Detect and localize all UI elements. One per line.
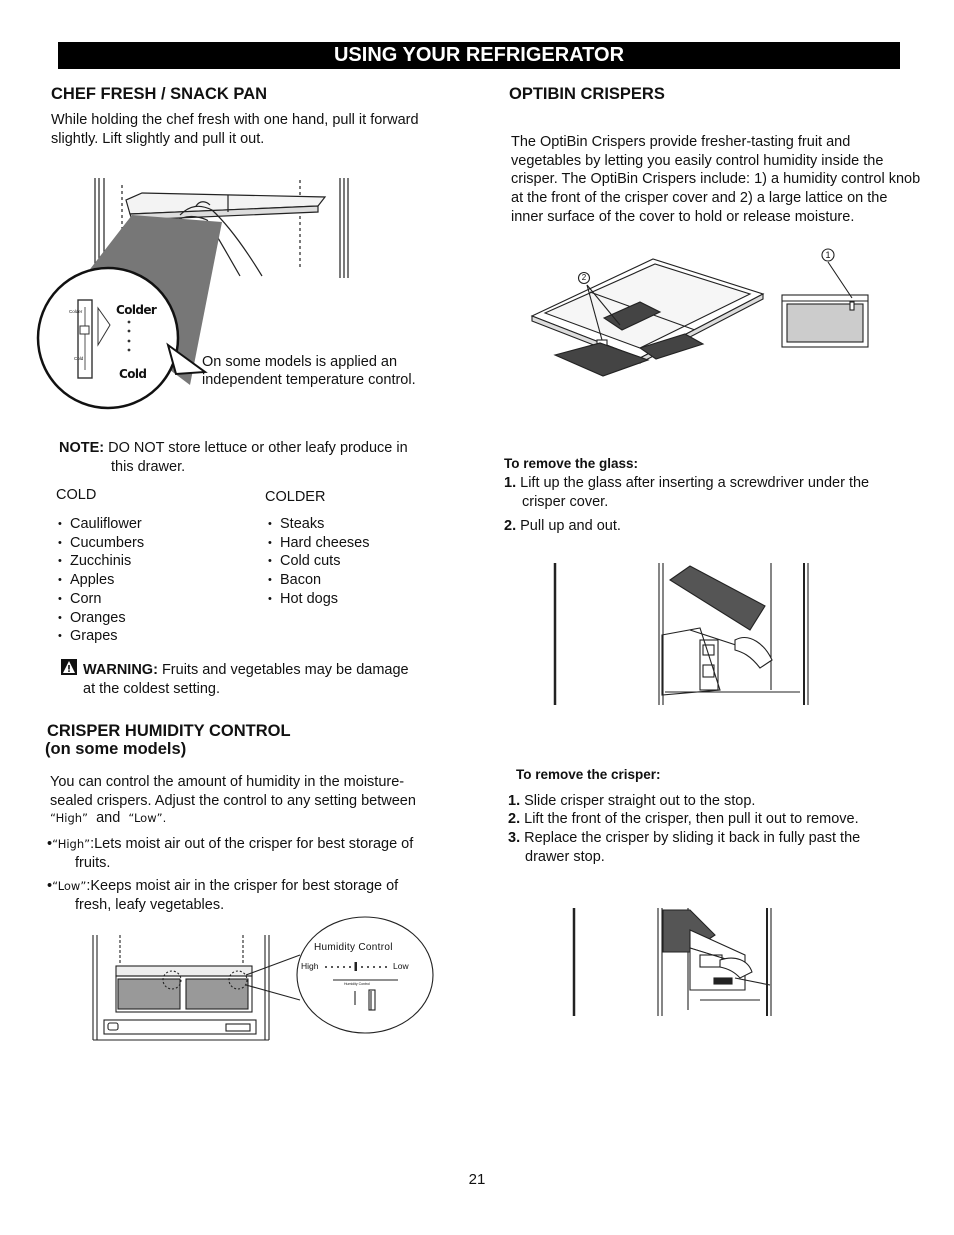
step-text: Pull up and out. bbox=[520, 518, 621, 534]
high-setting-item: •“High”:Lets moist air out of the crisper for best storage of fruits. bbox=[47, 835, 467, 872]
list-item: • Corn bbox=[56, 590, 144, 609]
humidity-body-line-2: sealed crispers. Adjust the control to any setting between bbox=[50, 792, 416, 809]
step-number: 2. bbox=[508, 811, 521, 827]
high-description-cont: fruits. bbox=[75, 854, 111, 871]
remove-glass-heading: To remove the glass: bbox=[504, 456, 639, 471]
and-word: and bbox=[96, 810, 121, 827]
dial-small-colder-label: Colder bbox=[69, 309, 83, 314]
humidity-dial-small-title: Humidity Control bbox=[344, 982, 370, 986]
high-word: High bbox=[55, 811, 83, 826]
list-item: • Cucumbers bbox=[56, 534, 144, 553]
dial-cold-label: Cold bbox=[119, 367, 147, 381]
page-title-banner: USING YOUR REFRIGERATOR bbox=[58, 42, 900, 69]
optibin-heading: OPTIBIN CRISPERS bbox=[509, 85, 665, 103]
list-item: • Hot dogs bbox=[266, 590, 369, 609]
callout-2: 2 bbox=[581, 273, 587, 282]
list-item: • Cold cuts bbox=[266, 552, 369, 571]
low-description: :Keeps moist air in the crisper for best storage of bbox=[86, 878, 399, 894]
list-item: • Apples bbox=[56, 571, 144, 590]
humidity-dial-low: Low bbox=[393, 961, 409, 971]
note-line-1: DO NOT store lettuce or other leafy produce in bbox=[108, 440, 408, 456]
low-word: Low bbox=[133, 811, 157, 826]
list-item: • Zucchinis bbox=[56, 552, 144, 571]
warning-label: WARNING: bbox=[83, 662, 158, 678]
dial-colder-label: Colder bbox=[116, 303, 157, 317]
low-word: Low bbox=[57, 879, 81, 893]
warning-line-2: at the coldest setting. bbox=[83, 680, 221, 697]
step-text-cont: crisper cover. bbox=[522, 493, 609, 510]
list-item: • Grapes bbox=[56, 627, 144, 646]
chef-fresh-heading: CHEF FRESH / SNACK PAN bbox=[51, 85, 268, 103]
step-text: Lift the front of the crisper, then pull it out to remove. bbox=[524, 811, 859, 827]
humidity-dial-high: High bbox=[301, 961, 319, 971]
step-text: Lift up the glass after inserting a screwdriver under the bbox=[520, 475, 870, 491]
low-setting-item: •“Low”:Keeps moist air in the crisper for best storage of fresh, leafy vegetables. bbox=[47, 877, 467, 914]
humidity-body-line-1: You can control the amount of humidity in the moisture- bbox=[50, 774, 405, 790]
humidity-body: You can control the amount of humidity in the moisture- sealed crispers. Adjust the control to any setting between “High” and “Low”. bbox=[50, 773, 470, 826]
cold-heading: COLD bbox=[56, 487, 97, 503]
step-text: Replace the crisper by sliding it back in fully past the bbox=[524, 830, 861, 846]
list-item: • Bacon bbox=[266, 571, 369, 590]
remove-crisper-heading: To remove the crisper: bbox=[516, 767, 661, 782]
optibin-body: The OptiBin Crispers provide fresher-tasting fruit and vegetables by letting you easily control humidity inside the crisper. The OptiBin Crispers include: 1) a humidity control knob at the front of the crisper cover and 2) a large lattice on the inner surface of the cover to hold or release moisture. bbox=[511, 134, 921, 225]
step-text: Slide crisper straight out to the stop. bbox=[524, 793, 756, 809]
dial-small-cold-label: Cold bbox=[74, 356, 84, 361]
colder-heading: COLDER bbox=[265, 489, 326, 505]
note-label: NOTE: bbox=[59, 440, 105, 456]
chef-fresh-body: While holding the chef fresh with one hand, pull it forward slightly. Lift slightly and pull it out. bbox=[51, 112, 419, 147]
warning-line-1: Fruits and vegetables may be damage bbox=[161, 662, 409, 678]
humidity-subheading: (on some models) bbox=[45, 740, 187, 758]
step-number: 2. bbox=[504, 518, 517, 534]
page-number: 21 bbox=[468, 1171, 486, 1188]
step-text-cont: drawer stop. bbox=[525, 848, 605, 865]
step-number: 1. bbox=[504, 475, 517, 491]
list-item: • Cauliflower bbox=[56, 515, 144, 534]
high-description: :Lets moist air out of the crisper for best storage of bbox=[90, 836, 414, 852]
high-word: High bbox=[57, 837, 85, 851]
low-description-cont: fresh, leafy vegetables. bbox=[75, 896, 225, 913]
humidity-heading: CRISPER HUMIDITY CONTROL bbox=[47, 722, 291, 740]
step-number: 3. bbox=[508, 830, 521, 846]
list-item: • Steaks bbox=[266, 515, 369, 534]
callout-1: 1 bbox=[825, 250, 831, 260]
note-line-2: this drawer. bbox=[111, 458, 186, 475]
list-item: • Oranges bbox=[56, 609, 144, 628]
step-number: 1. bbox=[508, 793, 521, 809]
humidity-dial-title: Humidity Control bbox=[314, 942, 393, 953]
temperature-control-caption: On some models is applied an independent temperature control. bbox=[202, 354, 416, 388]
list-item: • Hard cheeses bbox=[266, 534, 369, 553]
